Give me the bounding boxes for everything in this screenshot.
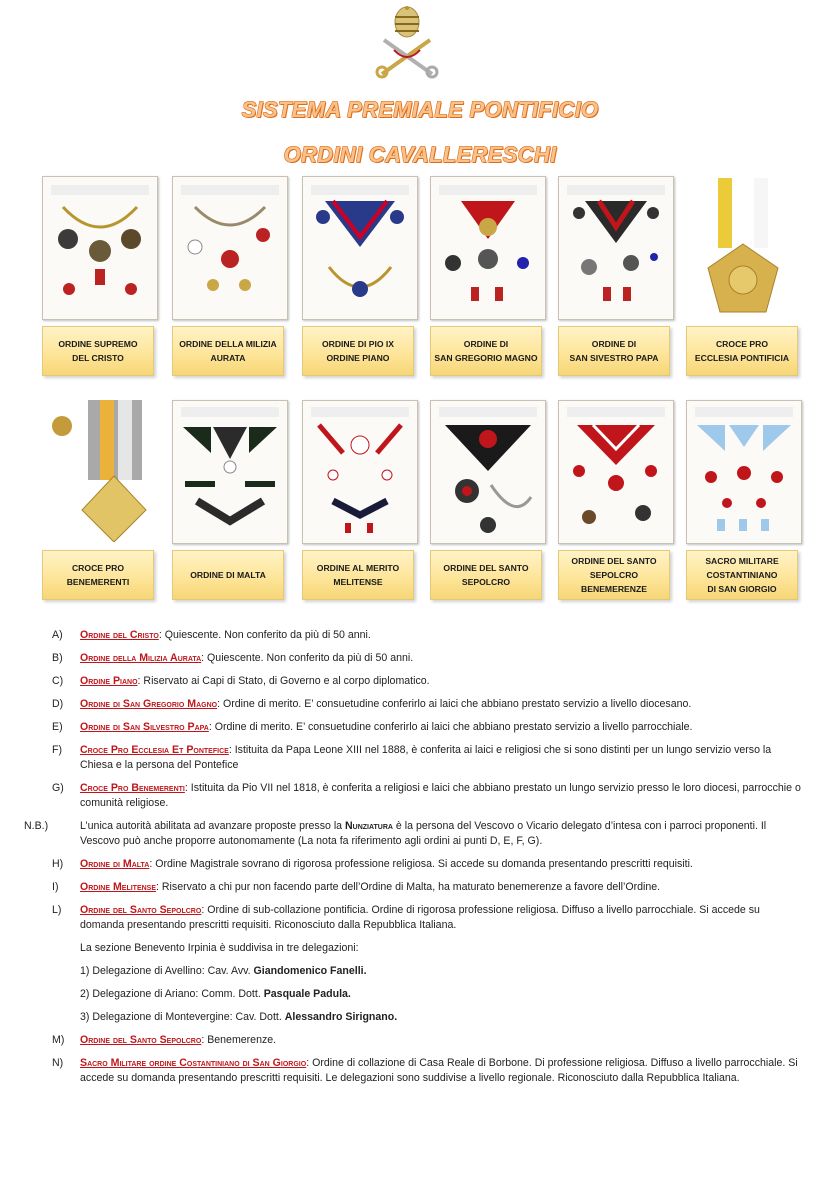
note-text: : Quiescente. Non conferito da più di 50 anni. [201, 652, 414, 664]
order-name: Ordine del Cristo [80, 629, 159, 641]
order-name: Sacro Militare ordine Costantiniano di San Giorgio [80, 1057, 307, 1069]
order-of-malta-plate-icon [172, 400, 288, 544]
note-text: : Riservato ai Capi di Stato, di Governo e al corpo diplomatico. [137, 675, 430, 687]
note-i [52, 880, 802, 895]
order-label: CROCE PRO BENEMERENTI [42, 550, 154, 600]
melitense-merit-plate-icon [302, 400, 418, 544]
saint-sylvester-plate-icon [558, 176, 674, 320]
note-c [52, 674, 802, 689]
note-strong: Nunziatura [345, 820, 393, 832]
papal-keys-tiara-icon [372, 6, 442, 80]
order-label: ORDINE DI SAN GREGORIO MAGNO [430, 326, 542, 376]
saint-gregory-plate-icon [430, 176, 546, 320]
order-label: ORDINE SUPREMO DEL CRISTO [42, 326, 154, 376]
note-text: è suddivisa in tre delegazioni: [216, 942, 359, 954]
note-key: H) [52, 858, 64, 870]
order-name: Ordine di San Gregorio Magno [80, 698, 218, 710]
delegation-line [52, 987, 802, 1002]
note-key: C) [52, 675, 64, 687]
order-label: ORDINE DI MALTA [172, 550, 284, 600]
order-label: CROCE PRO ECCLESIA PONTIFICIA [686, 326, 798, 376]
delegate-name: Pasquale Padula. [263, 988, 351, 1000]
note-m [52, 1033, 802, 1048]
note-text: : Istituita da Papa Leone XIII nel 1888, è conferita ai laici e religiosi che si sono distinti per un lungo servizio verso la Chiesa e la persona del Pontefice [80, 744, 772, 771]
note-text: : Ordine Magistrale sovrano di rigorosa professione religiosa. Si accede su domanda presentando prescritti requisiti. [149, 858, 693, 870]
note-key: F) [52, 744, 62, 756]
order-label: ORDINE DEL SANTO SEPOLCRO BENEMERENZE [558, 550, 670, 600]
note-l [52, 903, 802, 933]
section-line [52, 941, 802, 956]
order-name: Ordine Melitense [80, 881, 157, 893]
note-strong: Benevento Irpinia [134, 942, 217, 954]
note-b [52, 651, 802, 666]
page-title: SISTEMA PREMIALE PONTIFICIO [241, 97, 599, 122]
note-key: M) [52, 1034, 65, 1046]
order-label: SACRO MILITARE COSTANTINIANO DI SAN GIORGIO [686, 550, 798, 600]
note-text: : Quiescente. Non conferito da più di 50 anni. [158, 629, 371, 641]
note-key: I) [52, 881, 59, 893]
note-h [52, 857, 802, 872]
order-name: Croce Pro Benemerenti [80, 782, 185, 794]
note-text: L’unica autorità abilitata ad avanzare proposte presso la [80, 820, 346, 832]
note-text: La sezione [80, 942, 135, 954]
pro-ecclesia-medal-icon [686, 176, 800, 318]
order-label: ORDINE DI PIO IX ORDINE PIANO [302, 326, 414, 376]
note-key: B) [52, 652, 63, 664]
note-key: N) [52, 1057, 64, 1069]
note-key: A) [52, 629, 63, 641]
note-key: L) [52, 904, 62, 916]
pius-ix-plate-icon [302, 176, 418, 320]
note-text: : Istituita da Pio VII nel 1818, è conferita a religiosi e laici che abbiano prestato un lungo servizio presso le loro diocesi, parrocchie o comunità religiose. [80, 782, 801, 809]
order-name: Ordine Piano [80, 675, 138, 687]
order-label: ORDINE AL MERITO MELITENSE [302, 550, 414, 600]
note-text: : Ordine di merito. E’ consuetudine conferirlo ai laici che abbiano prestato servizio a livello diocesano. [217, 698, 692, 710]
note-key: N.B.) [24, 820, 49, 832]
golden-spur-plate-icon [172, 176, 288, 320]
delegation-line [52, 1010, 802, 1025]
note-text: 2) Delegazione di Ariano: Comm. Dott. [80, 988, 264, 1000]
order-label: ORDINE DEL SANTO SEPOLCRO [430, 550, 542, 600]
note-text: : Ordine di merito. E’ consuetudine conferirlo ai laici che abbiano prestato servizio a livello parrocchiale. [208, 721, 693, 733]
constantinian-order-plate-icon [686, 400, 802, 544]
page-subtitle: ORDINI CAVALLERESCHI [283, 142, 557, 167]
delegation-line [52, 964, 802, 979]
note-nb [24, 819, 802, 849]
note-n [52, 1056, 802, 1086]
delegate-name: Giandomenico Fanelli. [253, 965, 367, 977]
notes-list [24, 628, 802, 1094]
order-of-christ-plate-icon [42, 176, 158, 320]
note-text: è la persona del Vescovo o Vicario delegato d’intesa con i parroci proponenti. Il Vescovo può anche proporre autonomamente (La nota fa riferimento agli ordini ai punti D, E, F, G). [80, 820, 767, 847]
holy-sepulchre-plate-icon [430, 400, 546, 544]
note-text: 1) Delegazione di Avellino: Cav. Avv. [80, 965, 254, 977]
note-text: : Ordine di collazione di Casa Reale di Borbone. Di professione religiosa. Diffuso a livello parrocchiale. Si accede su domanda presentando prescritti requisiti. Le delegazioni sono suddivise a livello regionale. Riconosciuto dalla Repubblica Italiana. [80, 1057, 798, 1084]
note-g [52, 781, 802, 811]
note-key: D) [52, 698, 64, 710]
note-f [52, 743, 802, 773]
note-text: : Riservato a chi pur non facendo parte dell’Ordine di Malta, ha maturato benemerenze a favore dell’Ordine. [156, 881, 661, 893]
note-key: E) [52, 721, 63, 733]
order-name: Ordine di San Silvestro Papa [80, 721, 209, 733]
note-text: : Benemerenze. [201, 1034, 277, 1046]
note-key: G) [52, 782, 64, 794]
note-text: 3) Delegazione di Montevergine: Cav. Dott. [80, 1011, 285, 1023]
order-name: Ordine della Milizia Aurata [80, 652, 202, 664]
order-label: ORDINE DI SAN SIVESTRO PAPA [558, 326, 670, 376]
note-text: : Ordine di sub-collazione pontificia. Ordine di rigorosa professione religiosa. Diffuso a livello parrocchiale. Si accede su domanda presentando prescritti requisiti. Riconosciuto dalla Repubblica Italiana. [80, 904, 760, 931]
order-name: Croce Pro Ecclesia Et Pontefice [80, 744, 229, 756]
benemerenti-medal-icon [42, 400, 156, 542]
delegate-name: Alessandro Sirignano. [284, 1011, 398, 1023]
order-name: Ordine di Malta [80, 858, 150, 870]
order-name: Ordine del Santo Sepolcro [80, 1034, 202, 1046]
order-label: ORDINE DELLA MILIZIA AURATA [172, 326, 284, 376]
note-d [52, 697, 802, 712]
order-name: Ordine del Santo Sepolcro [80, 904, 202, 916]
note-a [52, 628, 802, 643]
holy-sepulchre-merit-plate-icon [558, 400, 674, 544]
note-e [52, 720, 802, 735]
